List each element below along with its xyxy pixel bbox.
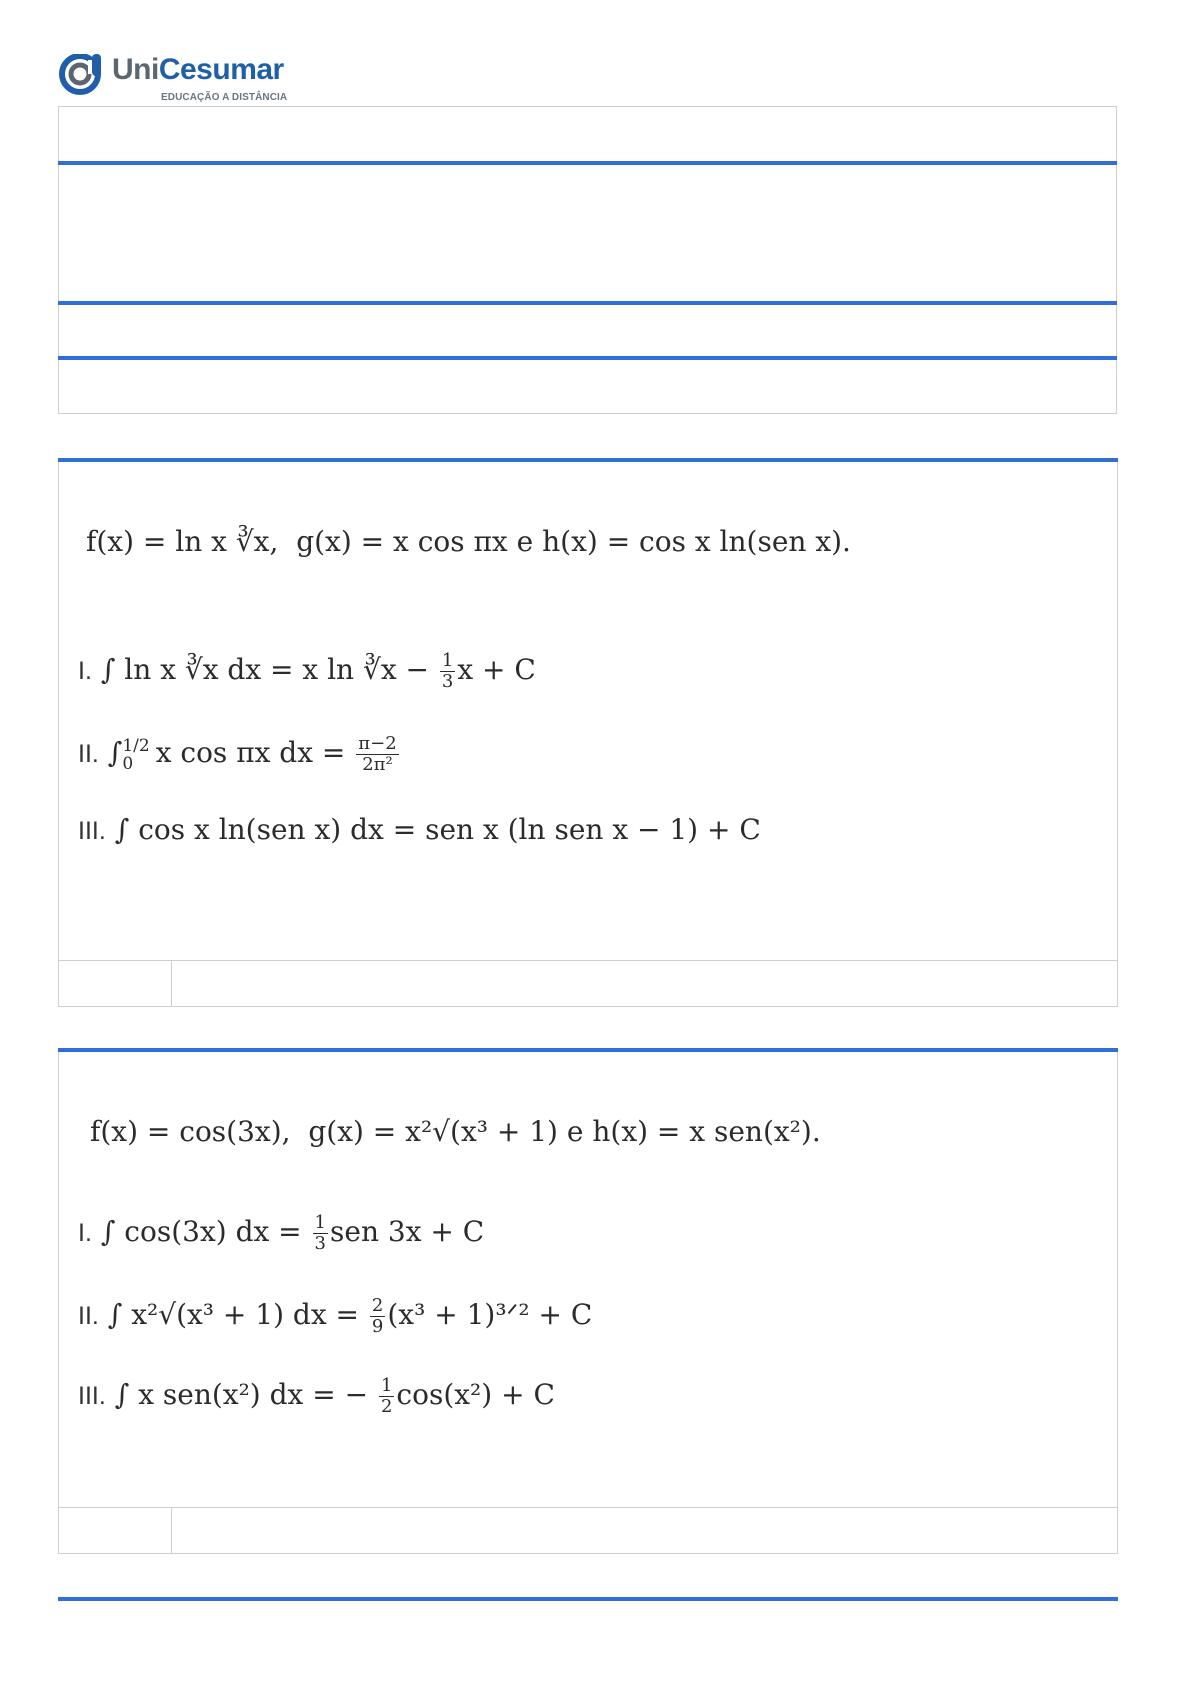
question-2-footer-line [58, 1507, 1118, 1508]
fraction: $\frac{1}{2}$ [380, 1375, 393, 1417]
header-divider [58, 301, 1117, 305]
question-1-footer-cell-divider [171, 960, 172, 1007]
q2-item-2: II. ∫ x²√(x³ + 1) dx = $\frac{2}{9}$ (x³ + 1)³ᐟ² + C [78, 1295, 593, 1337]
question-2-top-bar [58, 1048, 1118, 1052]
q1-item-1: I. ∫ ln x ∛x dx = x ln ∛x − $\frac{1}{3}$ x + C [78, 650, 536, 692]
unicesumar-logo [58, 52, 358, 102]
fraction: $\frac{\pi-2}{\text{2π²}}$ [358, 733, 397, 775]
bottom-divider [58, 1597, 1118, 1601]
q2-item-1: I. ∫ cos(3x) dx = $\frac{1}{3}$ sen 3x + C [78, 1212, 485, 1254]
logo-tagline: EDUCAÇÃO A DISTÂNCIA [161, 92, 288, 103]
fraction: $\frac{1}{3}$ [314, 1212, 326, 1254]
fraction: $\frac{1}{3}$ [441, 650, 454, 692]
question-2-footer-cell-divider [171, 1507, 172, 1554]
unicesumar-emblem-icon [58, 54, 106, 96]
fraction: $\frac{2}{9}$ [371, 1295, 384, 1337]
q1-given-functions: f(x) = ln x ∛x, g(x) = x cos πx e h(x) = cos x ln(sen x). [86, 525, 851, 558]
question-1-top-bar [58, 458, 1118, 462]
q2-item-3: III. ∫ x sen(x²) dx = − $\frac{1}{2}$ cos(x²) + C [78, 1375, 555, 1417]
question-1-footer-line [58, 960, 1118, 961]
header-divider [58, 161, 1117, 165]
q1-item-2: II. ∫ 1/2 0 x cos πx dx = $\frac{\pi-2}{\text{2π²}}$ [78, 733, 397, 775]
header-box [58, 106, 1117, 414]
logo-wordmark: UniCesumar [112, 53, 284, 86]
q2-given-functions: f(x) = cos(3x), g(x) = x²√(x³ + 1) e h(x) = x sen(x²). [90, 1115, 821, 1148]
header-divider [58, 356, 1117, 360]
q1-item-3: III. ∫ cos x ln(sen x) dx = sen x (ln sen x − 1) + C [78, 813, 761, 846]
